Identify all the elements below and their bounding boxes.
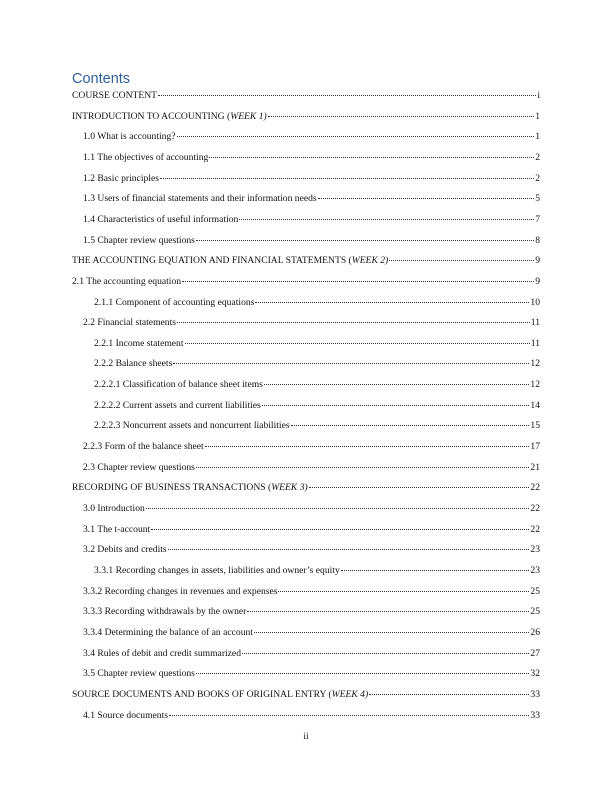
dot-leader: [318, 198, 535, 199]
toc-entry-text: 4.1 Source documents: [83, 709, 168, 721]
toc-entry-text: 1.1 The objectives of accounting: [83, 151, 209, 163]
toc-entry[interactable]: [72, 688, 540, 702]
toc-entry-text: 2.1 The accounting equation: [72, 275, 182, 287]
toc-entry-text: 2.3 Chapter review questions: [83, 461, 195, 473]
toc-entry[interactable]: [94, 296, 540, 310]
toc-entry-text: RECORDING OF BUSINESS TRANSACTIONS (: [72, 482, 272, 494]
toc-entry-text: 1.2 Basic principles: [83, 172, 159, 184]
toc-entry-title: [94, 296, 254, 310]
toc-entry-page: 2: [535, 172, 540, 184]
dot-leader: [196, 240, 534, 241]
dot-leader: [254, 632, 529, 633]
toc-entry-title: [72, 275, 181, 289]
toc-entry[interactable]: [94, 419, 540, 433]
dot-leader: [173, 363, 529, 364]
toc-entry-text: 1.5 Chapter review questions: [83, 234, 195, 246]
toc-entry-page: 22: [530, 482, 540, 494]
toc-entry[interactable]: [94, 564, 540, 578]
toc-entry-page: 25: [530, 606, 540, 618]
toc-entry-text: 1.0 What is accounting?: [83, 131, 176, 143]
toc-entry-page: 22: [530, 503, 540, 514]
toc-entry[interactable]: [83, 234, 540, 248]
toc-entry-text: 1.3 Users of financial statements and their information needs: [83, 193, 317, 205]
toc-entry[interactable]: [83, 440, 540, 454]
toc-entry[interactable]: [83, 647, 540, 661]
toc-entry-text: 2.2.2.3 Noncurrent assets and noncurrent liabilities: [94, 420, 290, 432]
dot-leader: [264, 384, 529, 385]
dot-leader: [341, 570, 530, 571]
dot-leader: [309, 487, 530, 488]
toc-entry-title: [72, 688, 368, 702]
dot-leader: [177, 322, 530, 323]
toc-entry-page: 33: [530, 688, 540, 700]
toc-entry-title: [83, 234, 195, 248]
dot-leader: [160, 178, 534, 179]
toc-entry-title: [83, 647, 241, 661]
toc-entry-page: 27: [530, 647, 540, 659]
toc-entry-page: 12: [530, 379, 540, 391]
toc-entry[interactable]: [83, 213, 540, 227]
toc-entry-title: [83, 151, 208, 165]
toc-entry-text: 3.0 Introduction: [83, 503, 145, 514]
toc-entry-title: [94, 419, 290, 433]
toc-entry-text: 2.2 Financial statements: [83, 317, 176, 329]
toc-entry[interactable]: [83, 461, 540, 475]
page-number: ii: [303, 731, 309, 742]
toc-entry[interactable]: [94, 378, 540, 392]
toc-entry-title: [83, 461, 195, 475]
toc-entry-page: 22: [530, 523, 540, 535]
dot-leader: [369, 694, 529, 695]
toc-entry-text: 3.5 Chapter review questions: [83, 668, 195, 680]
dot-leader: [242, 653, 529, 654]
toc-entry[interactable]: [72, 89, 540, 103]
toc-entry[interactable]: [94, 399, 540, 413]
toc-entry-title: [83, 172, 159, 186]
contents-heading: Contents: [72, 71, 131, 87]
toc-entry-page: 32: [530, 668, 540, 680]
toc-entry-page: 23: [530, 564, 540, 576]
toc-entry-text: THE ACCOUNTING EQUATION AND FINANCIAL STATEMENTS (: [72, 255, 352, 267]
dot-leader: [146, 508, 530, 509]
dot-leader: [205, 446, 530, 447]
dot-leader: [158, 95, 536, 96]
toc-entry-text: INTRODUCTION TO ACCOUNTING (: [72, 110, 231, 122]
dot-leader: [177, 136, 535, 137]
toc-entry[interactable]: [83, 316, 540, 330]
toc-entry-text: 2.2.3 Form of the balance sheet: [83, 441, 204, 453]
toc-entry-text: COURSE CONTENT: [72, 90, 158, 101]
toc-entry-page: 9: [535, 275, 540, 287]
toc-entry-page: 21: [530, 461, 540, 473]
toc-entry-page: 26: [530, 626, 540, 638]
toc-entry[interactable]: [83, 667, 540, 681]
toc-entry-text: 3.3.4 Determining the balance of an account: [83, 626, 253, 638]
toc-entry-page: 8: [535, 234, 540, 246]
toc-entry-title: [83, 626, 253, 640]
toc-entry[interactable]: [83, 151, 540, 165]
toc-entry[interactable]: [83, 523, 540, 537]
dot-leader: [262, 405, 530, 406]
toc-entry-week: WEEK 1): [230, 110, 267, 122]
dot-leader: [185, 343, 530, 344]
toc-entry-text: SOURCE DOCUMENTS AND BOOKS OF ORIGINAL ENTRY (: [72, 688, 332, 700]
toc-entry-title: [72, 254, 388, 268]
toc-entry-title: [94, 337, 184, 351]
toc-entry-page: 11: [530, 317, 540, 329]
toc-entry[interactable]: [72, 254, 540, 268]
dot-leader: [255, 302, 529, 303]
toc-entry[interactable]: [83, 543, 540, 557]
toc-entry-page: 25: [530, 585, 540, 597]
toc-entry-page: 5: [535, 193, 540, 205]
dot-leader: [389, 260, 534, 261]
toc-entry-text: 3.4 Rules of debit and credit summarized: [83, 647, 241, 659]
toc-entry-title: [94, 399, 261, 413]
dot-leader: [182, 281, 534, 282]
toc-entry-page: i: [537, 90, 540, 101]
toc-entry-page: 1: [535, 131, 540, 143]
toc-entry-week: WEEK 4): [331, 688, 369, 700]
toc-entry-text: 1.4 Characteristics of useful information: [83, 213, 239, 225]
toc-entry-title: [83, 585, 277, 599]
toc-entry[interactable]: [83, 172, 540, 186]
dot-leader: [168, 549, 530, 550]
toc-entry-text: 2.2.2.2 Current assets and current liabilities: [94, 399, 261, 411]
toc-entry-title: [83, 213, 238, 227]
dot-leader: [169, 715, 529, 716]
toc-entry-text: 2.1.1 Component of accounting equations: [94, 296, 255, 308]
toc-entry-page: 14: [530, 399, 540, 411]
toc-entry[interactable]: [83, 709, 540, 723]
toc-entry-page: 1: [535, 110, 540, 122]
toc-entry-text: 2.2.2.1 Classification of balance sheet items: [94, 379, 263, 391]
toc-entry-page: 7: [535, 213, 540, 225]
dot-leader: [278, 591, 529, 592]
toc-entry-text: 3.3.1 Recording changes in assets, liabilities and owner’s equity: [94, 564, 340, 576]
toc-entry[interactable]: [83, 130, 540, 144]
toc-entry-text: 3.3.3 Recording withdrawals by the owner: [83, 606, 247, 618]
toc-entry-text: 2.2.1 Income statement: [94, 337, 184, 349]
toc-entry-title: [83, 709, 168, 723]
toc-entry-text: 3.1 The t-account: [83, 523, 151, 535]
dot-leader: [196, 467, 530, 468]
toc-entry-title: [83, 543, 167, 557]
toc-entry-page: 9: [535, 255, 540, 267]
toc-entry[interactable]: [94, 357, 540, 371]
toc-entry-page: 33: [530, 709, 540, 721]
toc-entry-title: [83, 502, 145, 516]
toc-entry-page: 2: [535, 151, 540, 163]
toc-entry-week: WEEK 3): [271, 482, 308, 494]
toc-entry-text: 2.2.2 Balance sheets: [94, 358, 173, 370]
dot-leader: [151, 529, 529, 530]
toc-entry[interactable]: [83, 192, 540, 206]
toc-entry[interactable]: [83, 605, 540, 619]
toc-entry-page: 12: [530, 358, 540, 370]
toc-entry-title: [83, 440, 204, 454]
dot-leader: [247, 611, 529, 612]
toc-entry-page: 11: [530, 337, 540, 349]
toc-entry[interactable]: [94, 337, 540, 351]
dot-leader: [239, 219, 534, 220]
toc-entry-title: [83, 523, 150, 537]
toc-entry-title: [83, 667, 195, 681]
dot-leader: [268, 116, 534, 117]
toc-entry[interactable]: [83, 585, 540, 599]
toc-entry[interactable]: [83, 626, 540, 640]
dot-leader: [196, 673, 530, 674]
toc-entry-title: [94, 564, 340, 578]
toc-entry-title: [83, 605, 246, 619]
toc-entry[interactable]: [72, 110, 540, 124]
toc-entry-week: WEEK 2): [351, 255, 389, 267]
toc-entry-title: [83, 192, 317, 206]
toc-entry-title: [72, 110, 267, 124]
toc-entry[interactable]: [72, 275, 540, 289]
toc-entry-title: [72, 481, 308, 495]
toc-entry-title: [72, 89, 157, 103]
dot-leader: [291, 425, 530, 426]
toc-entry-text: 3.3.2 Recording changes in revenues and expenses: [83, 585, 278, 597]
toc-entry[interactable]: [72, 481, 540, 495]
toc-entry[interactable]: [83, 502, 540, 516]
toc-entry-title: [94, 378, 263, 392]
dot-leader: [209, 157, 534, 158]
toc-entry-text: 3.2 Debits and credits: [83, 544, 167, 556]
toc-entry-title: [83, 130, 176, 144]
toc-entry-page: 23: [530, 544, 540, 556]
toc-entry-title: [83, 316, 176, 330]
toc-entry-title: [94, 357, 172, 371]
toc-entry-page: 15: [530, 420, 540, 432]
toc-entry-page: 10: [530, 296, 540, 308]
toc-entry-page: 17: [530, 441, 540, 453]
